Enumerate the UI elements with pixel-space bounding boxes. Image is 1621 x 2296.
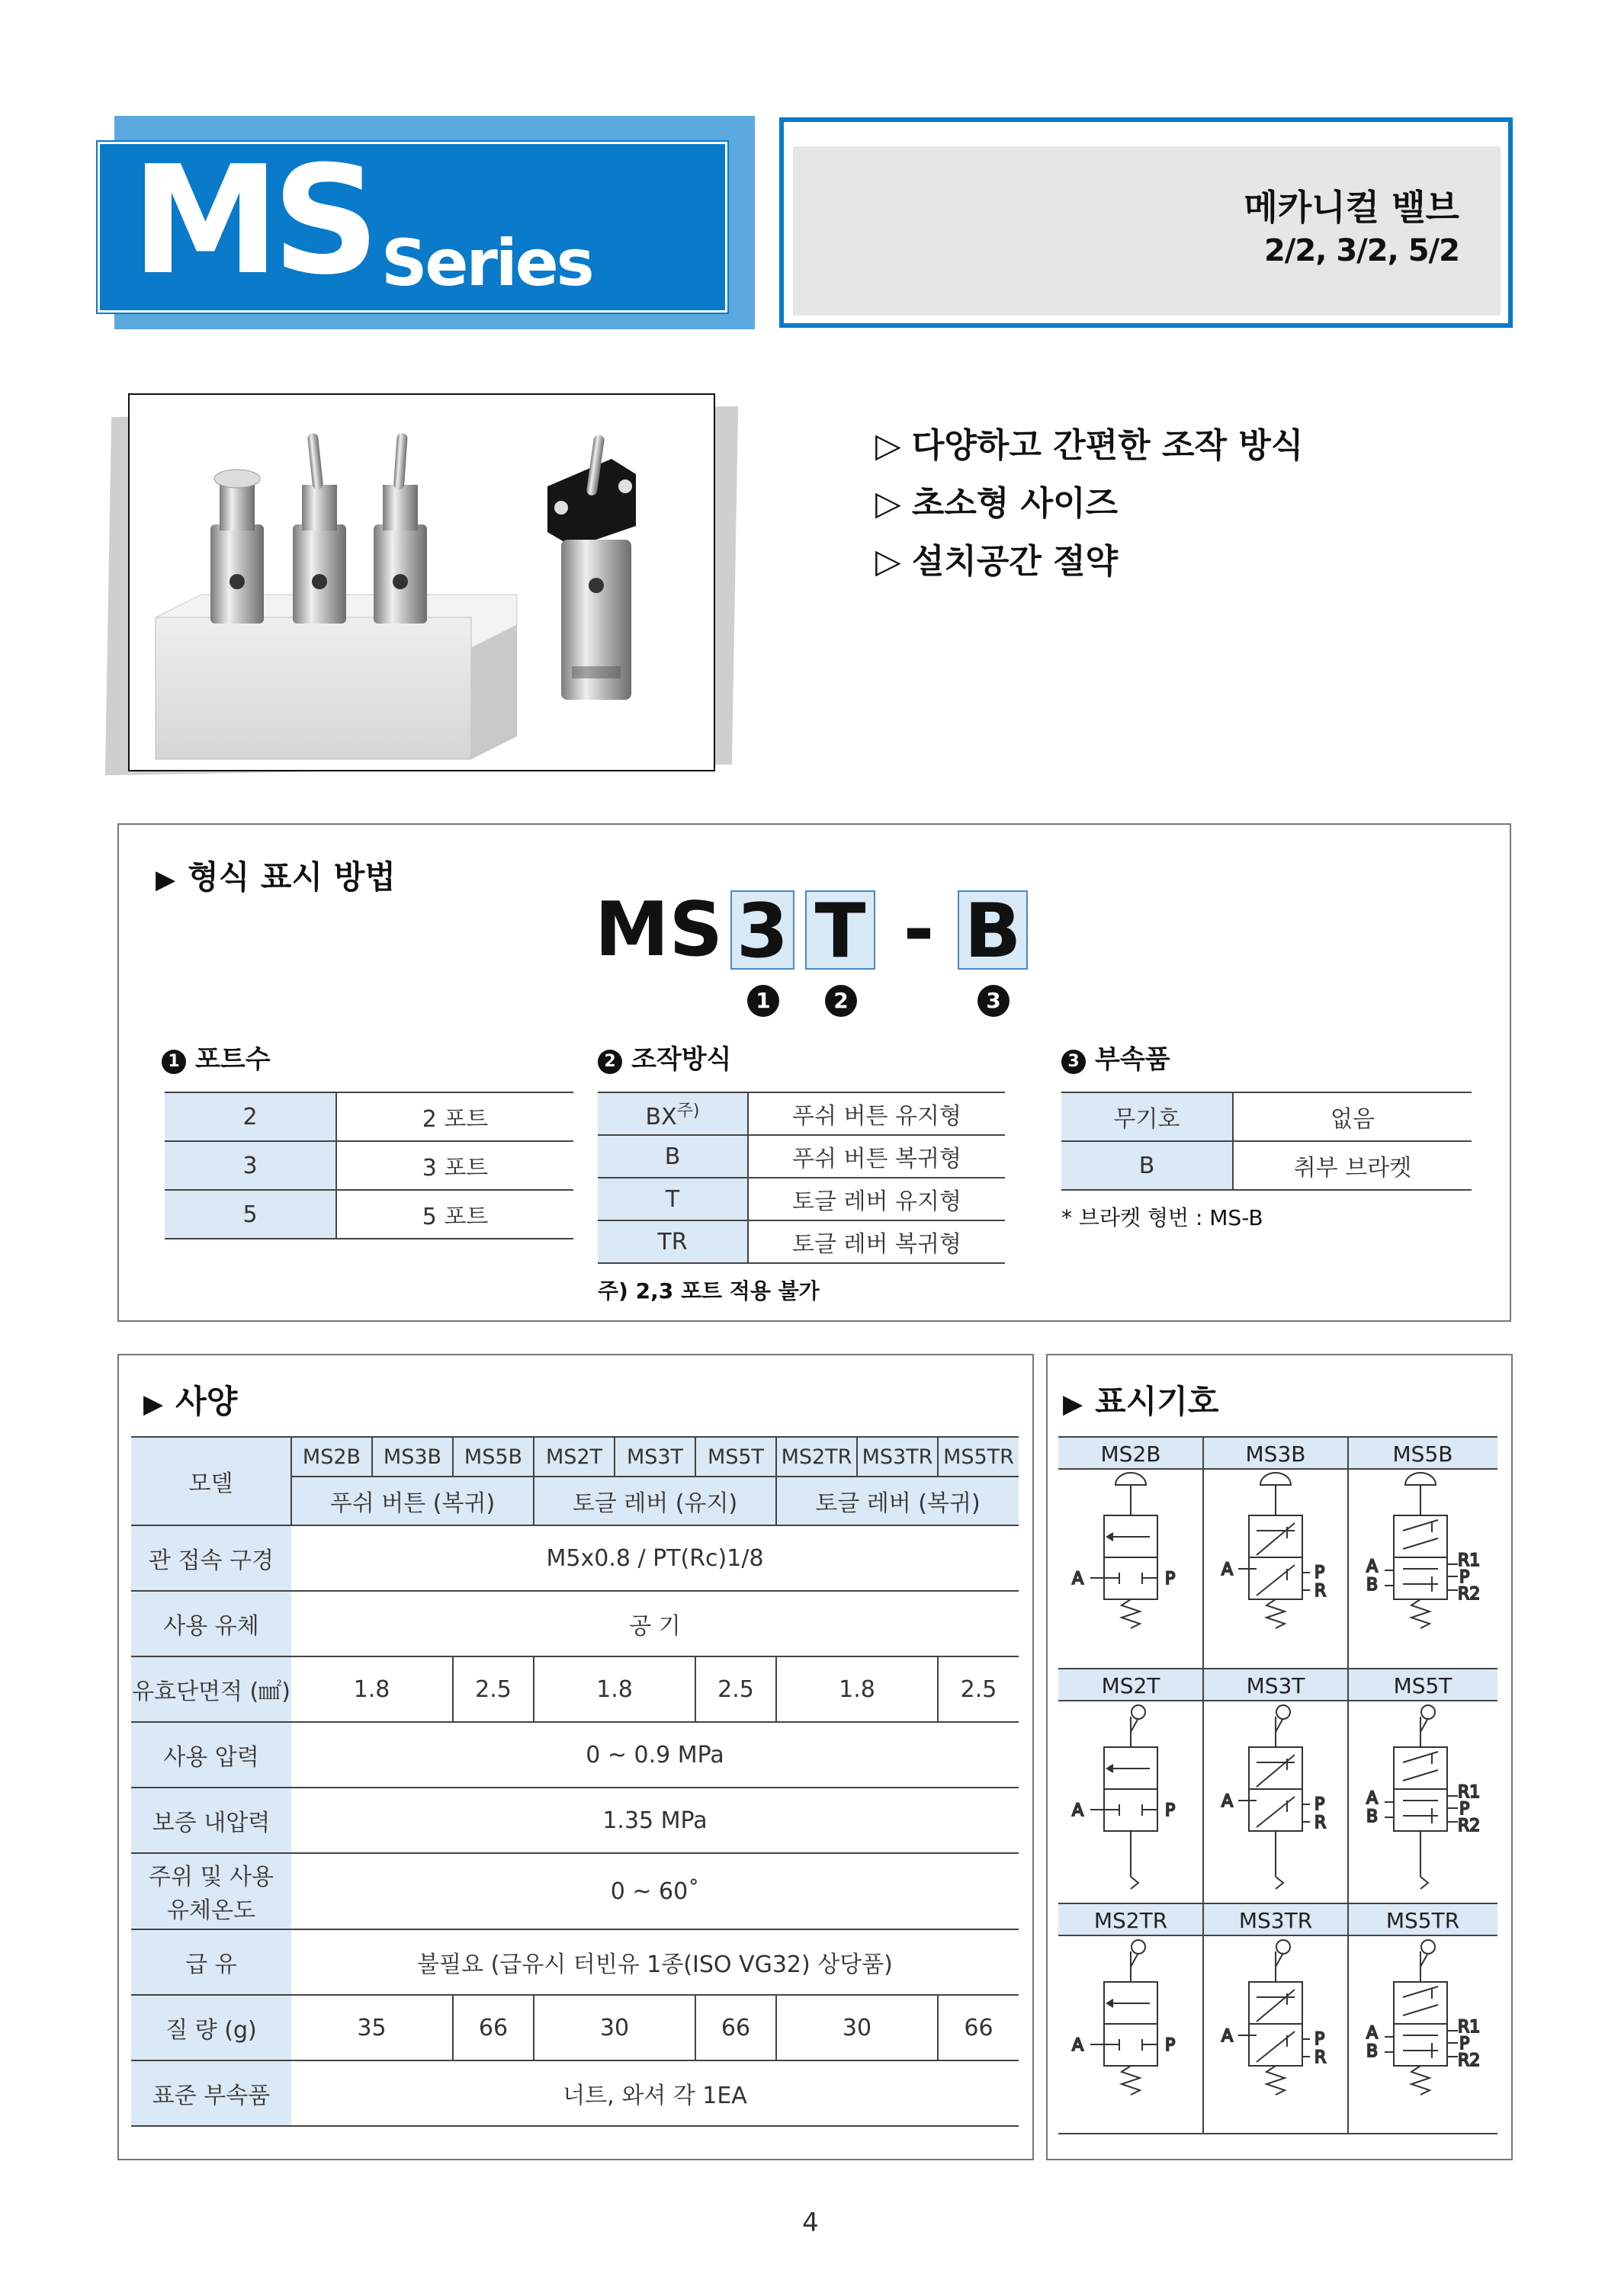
feature-text: 설치공간 절약 bbox=[911, 542, 1119, 581]
svg-text:P: P bbox=[1165, 1801, 1176, 1820]
model-code-ports: 3 bbox=[730, 890, 794, 970]
feature-item-1 bbox=[875, 418, 1303, 467]
svg-text:R: R bbox=[1314, 1813, 1327, 1833]
product-name: 메카니컬 밸브 bbox=[1244, 187, 1459, 228]
svg-text:P: P bbox=[1314, 1563, 1325, 1583]
divider bbox=[1058, 2133, 1497, 2134]
symbol-label: MS5T bbox=[1348, 1668, 1497, 1701]
table-row: T 토글 레버 유지형 bbox=[598, 1178, 1005, 1220]
arrow-right-icon: ▶ bbox=[156, 864, 176, 895]
symbol-label: MS3B bbox=[1203, 1436, 1348, 1470]
svg-text:P: P bbox=[1459, 1568, 1470, 1587]
symbol-label: MS5TR bbox=[1348, 1903, 1497, 1936]
triangle-right-icon: ▷ bbox=[875, 426, 901, 465]
table-row: 관 접속 구경 M5x0.8 / PT(Rc)1/8 bbox=[131, 1525, 1019, 1591]
triangle-right-icon: ▷ bbox=[875, 484, 901, 523]
svg-text:A: A bbox=[1366, 2024, 1379, 2043]
svg-text:B: B bbox=[1366, 1807, 1379, 1826]
table-row: 표준 부속품 너트, 와셔 각 1EA bbox=[131, 2060, 1019, 2126]
feature-text: 다양하고 간편한 조작 방식 bbox=[911, 426, 1304, 465]
ports-title: 1 포트수 bbox=[162, 1038, 271, 1076]
symbol-label: MS3TR bbox=[1203, 1903, 1348, 1936]
svg-text:A: A bbox=[1221, 2027, 1234, 2046]
table-row: $BX^{주)}$ 푸쉬 버튼 유지형 bbox=[598, 1092, 1005, 1135]
table-row: 급 유 불필요 (급유시 터빈유 1종(ISO VG32) 상당품) bbox=[131, 1929, 1019, 1995]
model-code-operation: T bbox=[805, 890, 875, 970]
table-row: 3 3 포트 bbox=[165, 1141, 573, 1190]
svg-text:R2: R2 bbox=[1458, 1817, 1481, 1836]
operation-title: 2 조작방식 bbox=[598, 1038, 731, 1076]
marker-icon: 1 bbox=[162, 1050, 186, 1074]
valve-symbol-MS3T bbox=[1221, 1705, 1326, 1889]
table-row: 주위 및 사용 유체온도 0 ~ 60˚ bbox=[131, 1853, 1019, 1929]
feature-text: 초소형 사이즈 bbox=[911, 484, 1119, 523]
marker-1: 1 bbox=[747, 985, 779, 1017]
product-title-box bbox=[793, 146, 1501, 316]
valve-symbol-MS5T bbox=[1366, 1705, 1480, 1889]
symbol-label: MS2TR bbox=[1058, 1903, 1203, 1936]
svg-text:A: A bbox=[1366, 1557, 1379, 1576]
svg-text:P: P bbox=[1314, 2030, 1325, 2049]
table-row: 보증 내압력 1.35 MPa bbox=[131, 1788, 1019, 1853]
svg-text:A: A bbox=[1072, 1570, 1084, 1589]
operation-table bbox=[598, 1092, 1005, 1264]
svg-text:P: P bbox=[1165, 2036, 1176, 2055]
accessory-title: 3 부속품 bbox=[1061, 1038, 1170, 1076]
table-row: 질 량 (g) 35 66 30 66 30 66 bbox=[131, 1995, 1019, 2060]
designation-title: ▶ 형식 표시 방법 bbox=[156, 858, 396, 896]
svg-text:R: R bbox=[1314, 1582, 1327, 1601]
valve-symbols bbox=[1058, 1470, 1497, 2133]
arrow-right-icon: ▶ bbox=[1063, 1389, 1083, 1419]
svg-text:B: B bbox=[1366, 1576, 1379, 1595]
table-row: 유효단면적 (㎟) 1.8 2.5 1.8 2.5 1.8 2.5 bbox=[131, 1656, 1019, 1722]
series-name: MS bbox=[131, 134, 373, 308]
valve-symbol-MS5B bbox=[1366, 1473, 1480, 1628]
model-label: 모델 bbox=[131, 1437, 291, 1525]
svg-text:R1: R1 bbox=[1458, 2018, 1481, 2037]
marker-icon: 3 bbox=[1061, 1050, 1086, 1074]
accessory-note: * 브라켓 형번 : MS-B bbox=[1061, 1205, 1263, 1230]
valve-symbol-MS5TR bbox=[1366, 1940, 1480, 2095]
svg-text:A: A bbox=[1072, 1801, 1084, 1820]
svg-text:P: P bbox=[1459, 2035, 1470, 2054]
model-code-accessory: B bbox=[958, 890, 1028, 970]
svg-text:R1: R1 bbox=[1458, 1551, 1481, 1570]
marker-3: 3 bbox=[977, 985, 1010, 1017]
svg-text:A: A bbox=[1221, 1792, 1234, 1811]
table-row: TR 토글 레버 복귀형 bbox=[598, 1220, 1005, 1263]
table-row: 사용 유체 공 기 bbox=[131, 1591, 1019, 1656]
svg-text:R2: R2 bbox=[1458, 2051, 1481, 2070]
valve-symbol-MS2B bbox=[1072, 1473, 1175, 1628]
spec-title: ▶ 사양 bbox=[143, 1383, 238, 1420]
symbol-label: MS2T bbox=[1058, 1668, 1203, 1701]
valve-symbol-MS2TR bbox=[1072, 1940, 1175, 2095]
svg-text:P: P bbox=[1459, 1800, 1470, 1819]
accessory-table bbox=[1061, 1092, 1472, 1191]
arrow-right-icon: ▶ bbox=[143, 1389, 164, 1419]
table-row: 2 2 포트 bbox=[165, 1092, 573, 1141]
valve-symbol-MS3TR bbox=[1221, 1940, 1326, 2095]
svg-text:R: R bbox=[1314, 2048, 1327, 2067]
valve-symbol-MS3B bbox=[1221, 1473, 1326, 1628]
svg-text:P: P bbox=[1165, 1570, 1176, 1589]
symbol-title: ▶ 표시기호 bbox=[1063, 1383, 1219, 1420]
page-number: 4 bbox=[802, 2208, 819, 2238]
table-row: 5 5 포트 bbox=[165, 1190, 573, 1239]
triangle-right-icon: ▷ bbox=[875, 542, 901, 581]
model-code-dash: - bbox=[903, 887, 935, 973]
svg-text:B: B bbox=[1366, 2042, 1379, 2061]
symbol-label: MS2B bbox=[1058, 1436, 1203, 1470]
operation-note: 주) 2,3 포트 적용 불가 bbox=[598, 1278, 820, 1304]
table-row: B 푸쉬 버튼 복귀형 bbox=[598, 1135, 1005, 1178]
valve-symbol-MS2T bbox=[1072, 1705, 1175, 1889]
svg-text:R2: R2 bbox=[1458, 1585, 1481, 1604]
product-photo bbox=[130, 395, 714, 770]
spec-table bbox=[131, 1436, 1019, 2127]
feature-item-3 bbox=[875, 534, 1118, 582]
table-row: 푸쉬 버튼 (복귀) 토글 레버 (유지) 토글 레버 (복귀) bbox=[131, 1477, 1019, 1525]
feature-item-2 bbox=[875, 476, 1118, 524]
svg-text:A: A bbox=[1072, 2036, 1084, 2055]
svg-text:R1: R1 bbox=[1458, 1783, 1481, 1802]
table-row: B 취부 브라켓 bbox=[1061, 1141, 1472, 1190]
product-port-ways: 2/2, 3/2, 5/2 bbox=[1263, 233, 1459, 268]
symbol-label: MS3T bbox=[1203, 1668, 1348, 1701]
table-row: 사용 압력 0 ~ 0.9 MPa bbox=[131, 1722, 1019, 1788]
model-code-prefix: MS bbox=[595, 887, 724, 973]
ports-table bbox=[165, 1092, 573, 1239]
table-row: 모델 MS2B MS3B MS5B MS2T MS3T MS5T MS2TR MS3TR MS5TR bbox=[131, 1437, 1019, 1477]
table-row: 무기호 없음 bbox=[1061, 1092, 1472, 1141]
marker-2: 2 bbox=[825, 985, 857, 1017]
svg-text:A: A bbox=[1366, 1789, 1379, 1808]
marker-icon: 2 bbox=[598, 1050, 622, 1074]
series-suffix: Series bbox=[381, 226, 592, 300]
svg-text:P: P bbox=[1314, 1795, 1325, 1814]
symbol-label: MS5B bbox=[1348, 1436, 1497, 1470]
svg-text:A: A bbox=[1221, 1560, 1234, 1579]
